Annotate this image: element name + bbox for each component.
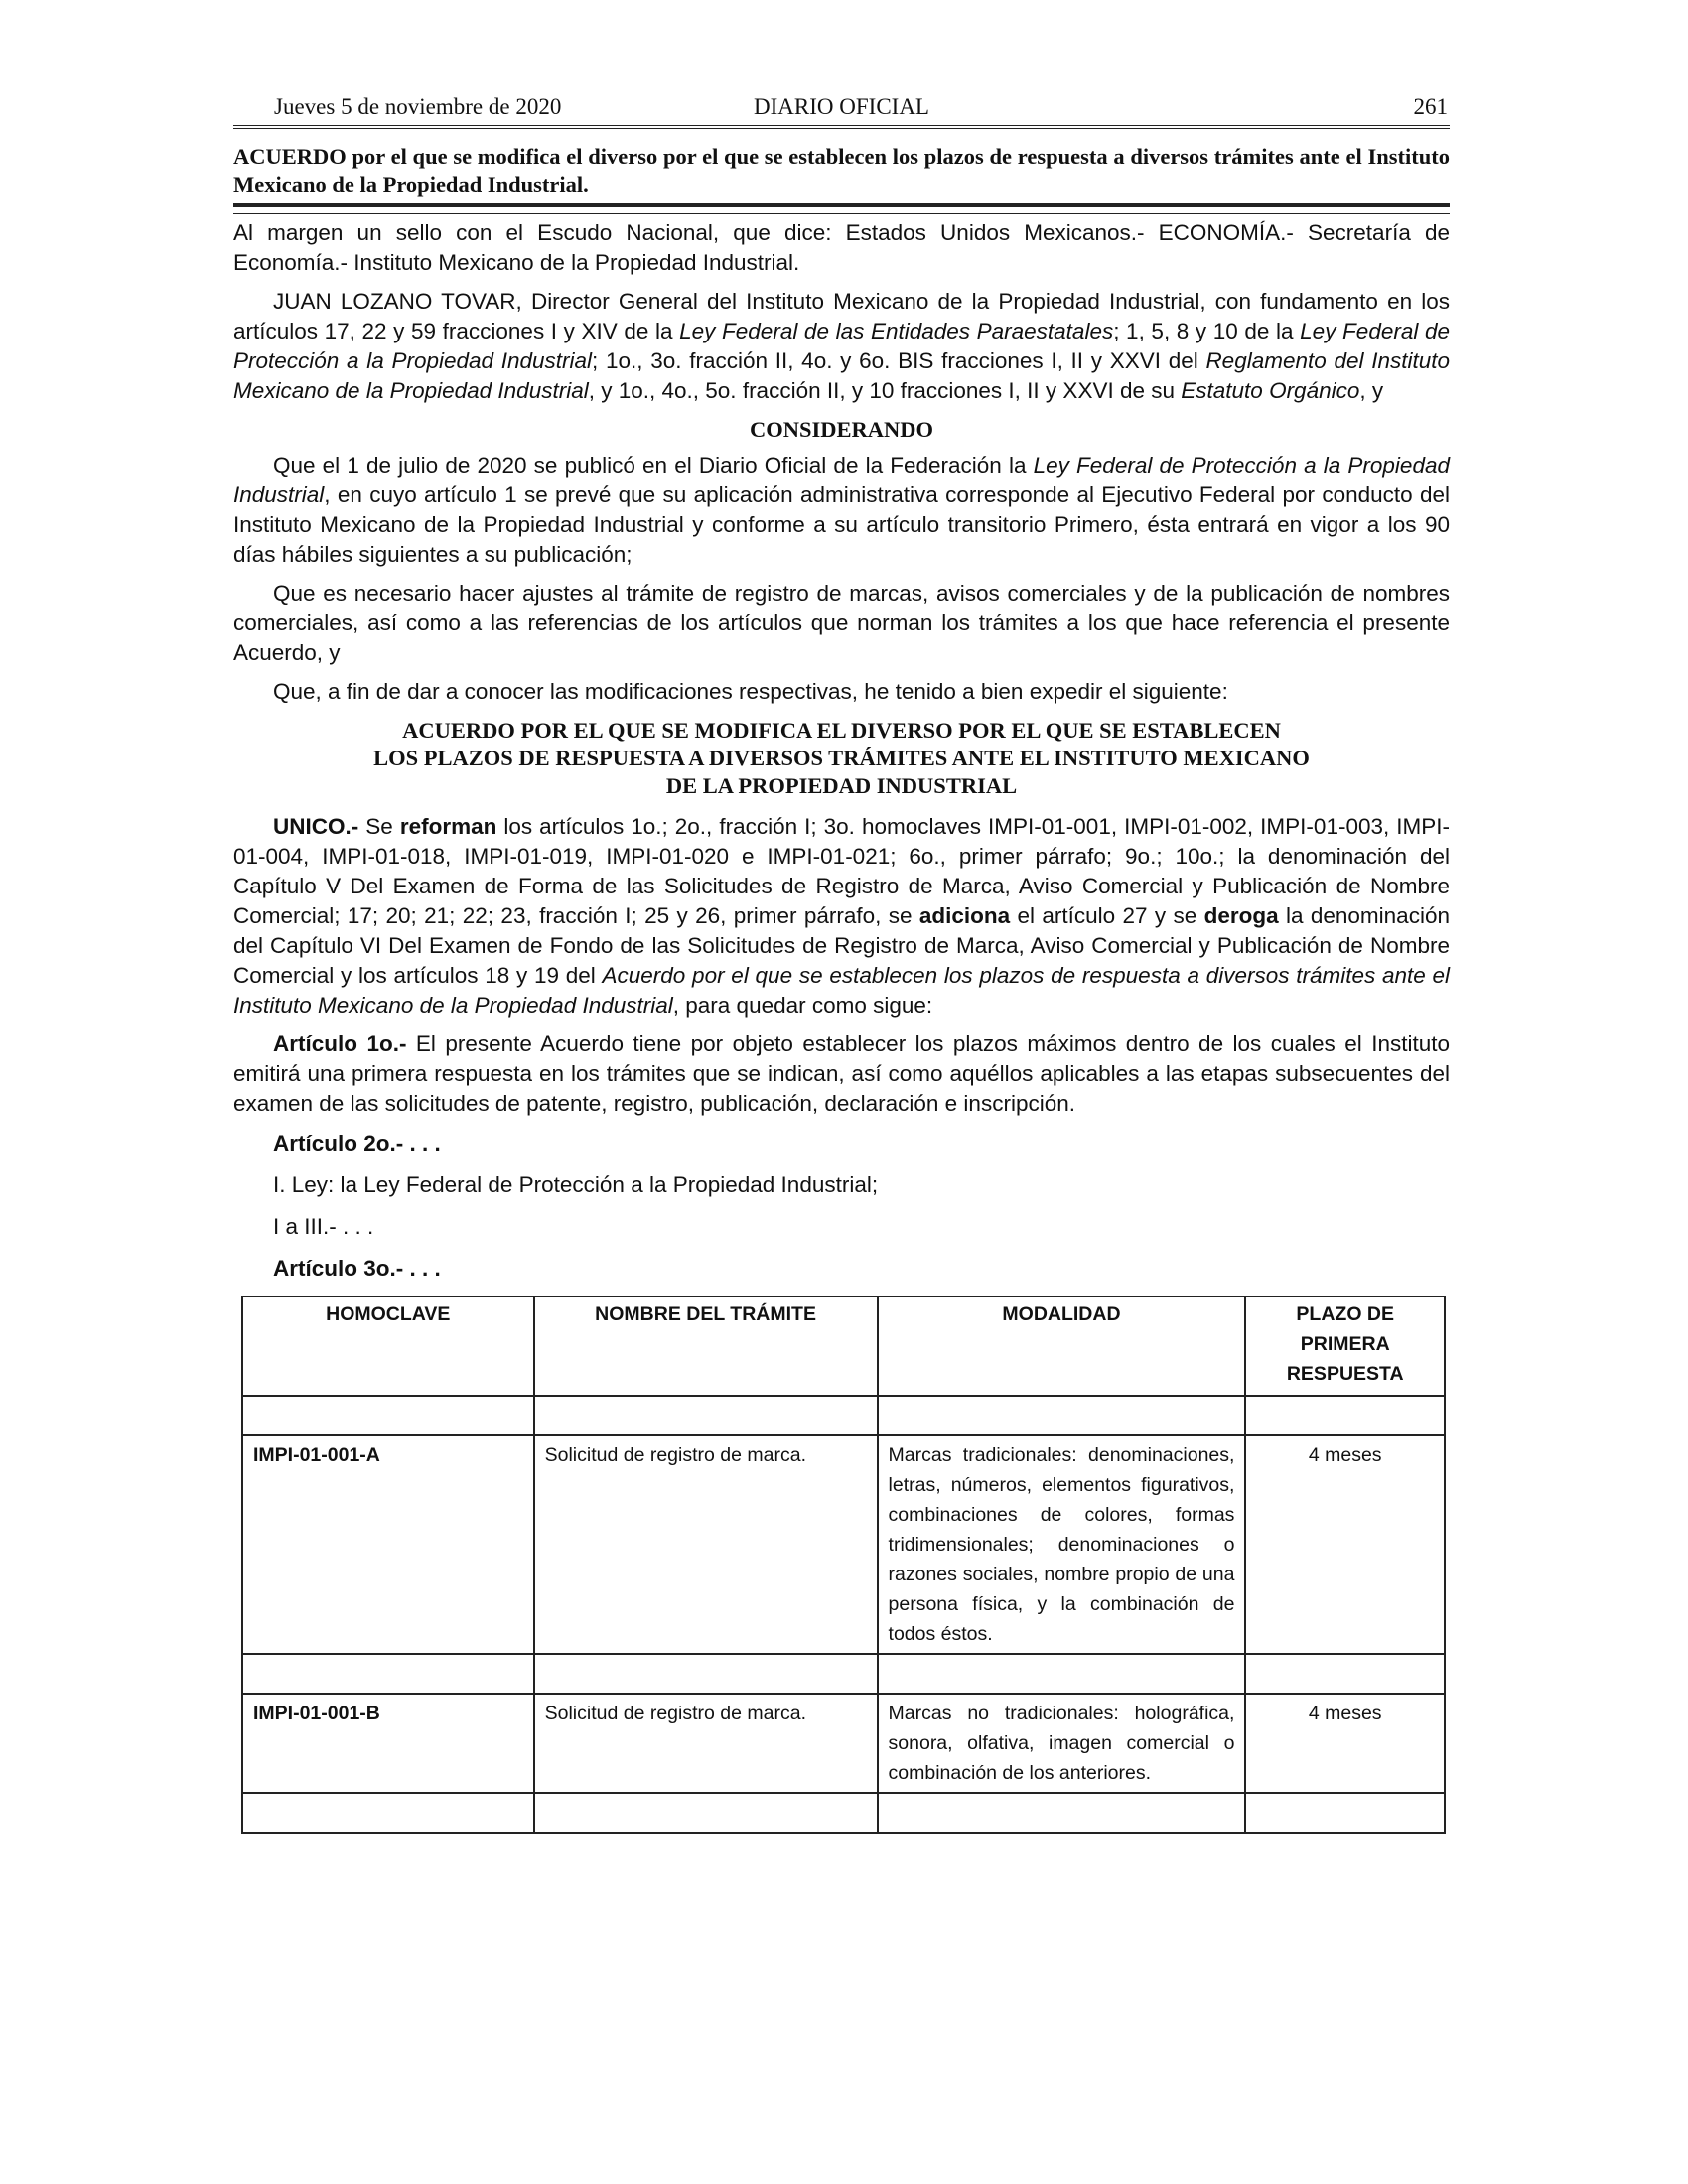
fraccion-1: I. Ley: la Ley Federal de Protección a la Propiedad Industrial; bbox=[273, 1172, 879, 1197]
title-divider bbox=[233, 203, 1450, 214]
page-header bbox=[233, 94, 1450, 129]
cell-nombre: Solicitud de registro de marca. bbox=[534, 1694, 878, 1793]
header-plazo: PLAZO DE PRIMERA RESPUESTA bbox=[1245, 1297, 1445, 1396]
considerando-paragraph-1: Que el 1 de julio de 2020 se publicó en el Diario Oficial de la Federación la Ley Federal de Protección a la Propiedad Industrial, en cuyo artículo 1 se prevé que su aplicación administrativa corresponde al Ejecutivo Federal por conducto del Instituto Mexicano de la Propiedad Industrial y conforme a su artículo transitorio Primero, ésta entrará en vigor a los 90 días hábiles siguientes a su publicación; bbox=[233, 453, 1450, 567]
articulo-3-label: Artículo 3o.- . . . bbox=[273, 1256, 441, 1281]
tramites-table bbox=[241, 1296, 1446, 1834]
director-paragraph: JUAN LOZANO TOVAR, Director General del Instituto Mexicano de la Propiedad Industrial, con fundamento en los artículos 17, 22 y 59 fracciones I y XIV de la Ley Federal de las Entidades Paraestatales; 1, 5, 8 y 10 de la Ley Federal de Protección a la Propiedad Industrial; 1o., 3o. fracción II, 4o. y 6o. BIS fracciones I, II y XXVI del Reglamento del Instituto Mexicano de la Propiedad Industrial, y 1o., 4o., 5o. fracción II, y 10 fracciones I, II y XXVI de su Estatuto Orgánico, y bbox=[233, 289, 1450, 403]
header-date: Jueves 5 de noviembre de 2020 bbox=[274, 94, 562, 119]
cell-homoclave: IMPI-01-001-B bbox=[242, 1694, 534, 1793]
cell-modalidad: Marcas tradicionales: denominaciones, letras, números, elementos figurativos, combinaciones de colores, formas tridimensionales; denominaciones o razones sociales, nombre propio de una persona física, y la combinación de todos éstos. bbox=[878, 1435, 1246, 1654]
considerando-heading: CONSIDERANDO bbox=[749, 417, 934, 442]
table-spacer-row bbox=[242, 1793, 1445, 1833]
margin-note: Al margen un sello con el Escudo Nacional, que dice: Estados Unidos Mexicanos.- ECONOMÍA.- Secretaría de Economía.- Instituto Mexicano de la Propiedad Industrial. bbox=[233, 220, 1450, 275]
table-header-row bbox=[242, 1297, 1445, 1396]
considerando-paragraph-3: Que, a fin de dar a conocer las modificaciones respectivas, he tenido a bien expedir el siguiente: bbox=[273, 679, 1228, 704]
document-page bbox=[233, 94, 1450, 1834]
table-spacer-row bbox=[242, 1396, 1445, 1435]
unico-paragraph: UNICO.- Se reforman los artículos 1o.; 2o., fracción I; 3o. homoclaves IMPI-01-001, IMPI-01-002, IMPI-01-003, IMPI-01-004, IMPI-01-018, IMPI-01-019, IMPI-01-020 e IMPI-01-021; 6o., primer párrafo; 9o.; 10o.; la denominación del Capítulo V Del Examen de Forma de las Solicitudes de Registro de Marca, Aviso Comercial y Publicación de Nombre Comercial; 17; 20; 21; 22; 23, fracción I; 25 y 26, primer párrafo, se adiciona el artículo 27 y se deroga la denominación del Capítulo VI Del Examen de Fondo de las Solicitudes de Registro de Marca, Aviso Comercial y Publicación de Nombre Comercial y los artículos 18 y 19 del Acuerdo por el que se establecen los plazos de respuesta a diversos trámites ante el Instituto Mexicano de la Propiedad Industrial, para quedar como sigue: bbox=[233, 814, 1451, 1018]
acuerdo-heading: ACUERDO POR EL QUE SE MODIFICA EL DIVERSO POR EL QUE SE ESTABLECEN LOS PLAZOS DE RESPUESTA A DIVERSOS TRÁMITES ANTE EL INSTITUTO MEXICANO DE LA PROPIEDAD INDUSTRIAL bbox=[373, 718, 1310, 798]
cell-plazo: 4 meses bbox=[1245, 1435, 1445, 1654]
header-publication: DIARIO OFICIAL bbox=[754, 94, 929, 119]
cell-modalidad: Marcas no tradicionales: holográfica, sonora, olfativa, imagen comercial o combinación de los anteriores. bbox=[878, 1694, 1246, 1793]
considerando-paragraph-2: Que es necesario hacer ajustes al trámite de registro de marcas, avisos comerciales y de la publicación de nombres comerciales, así como a las referencias de los artículos que norman los trámites a los que hace referencia el presente Acuerdo, y bbox=[233, 581, 1450, 665]
header-modalidad: MODALIDAD bbox=[878, 1297, 1246, 1396]
cell-plazo: 4 meses bbox=[1245, 1694, 1445, 1793]
fraccion-rest: I a III.- . . . bbox=[273, 1214, 374, 1239]
table-row bbox=[242, 1435, 1445, 1654]
header-page-number: 261 bbox=[1413, 94, 1448, 119]
header-homoclave: HOMOCLAVE bbox=[242, 1297, 534, 1396]
table-row bbox=[242, 1694, 1445, 1793]
cell-nombre: Solicitud de registro de marca. bbox=[534, 1435, 878, 1654]
articulo-2-label: Artículo 2o.- . . . bbox=[273, 1131, 441, 1156]
articulo-1-paragraph: Artículo 1o.- El presente Acuerdo tiene por objeto establecer los plazos máximos dentro de los cuales el Instituto emitirá una primera respuesta en los trámites que se indican, así como aquéllos aplicables a las etapas subsecuentes del examen de las solicitudes de patente, registro, publicación, declaración e inscripción. bbox=[233, 1031, 1450, 1116]
table-spacer-row bbox=[242, 1654, 1445, 1694]
header-nombre: NOMBRE DEL TRÁMITE bbox=[534, 1297, 878, 1396]
cell-homoclave: IMPI-01-001-A bbox=[242, 1435, 534, 1654]
document-title: ACUERDO por el que se modifica el diverso por el que se establecen los plazos de respuesta a diversos trámites ante el Instituto Mexicano de la Propiedad Industrial. bbox=[233, 144, 1450, 197]
